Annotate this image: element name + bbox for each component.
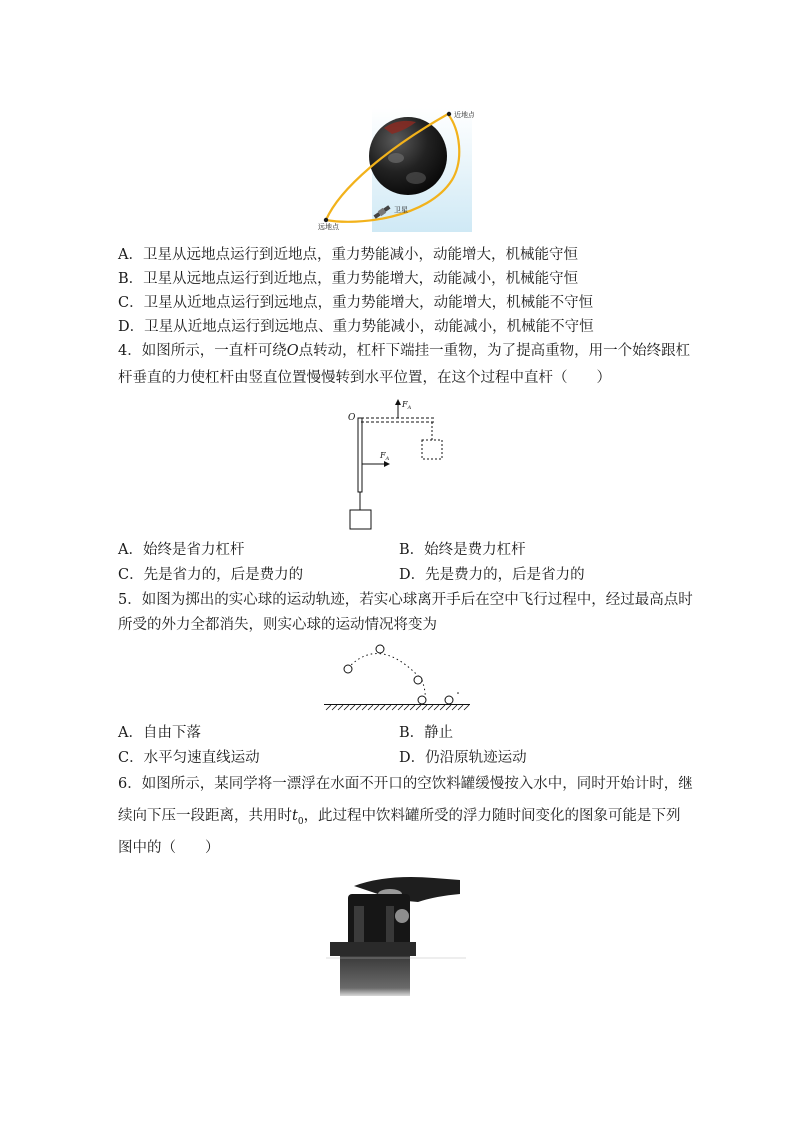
force-label-top: $F_A$ (402, 400, 412, 411)
q3-option-b: B．卫星从远地点运行到近地点，重力势能增大，动能减小，机械能守恒 (118, 271, 579, 287)
q5-stem-line-1: 5．如图为掷出的实心球的运动轨迹，若实心球离开手后在空中飞行过程中，经过最高点时 (118, 592, 693, 608)
ball-4 (418, 696, 426, 704)
q6-stem-line-2 (118, 806, 681, 832)
orbit-diagram (318, 108, 474, 232)
trajectory-dotted (348, 654, 422, 680)
q4-option-c: C．先是省力的，后是费力的 (118, 567, 304, 583)
q3-option-c: C．卫星从近地点运行到远地点，重力势能增大，动能增大，机械能不守恒 (118, 295, 594, 311)
q4-stem-part: 点转动，杠杆下端挂一重物，为了提高重物，用一个始终跟杠 (298, 343, 691, 359)
q3-option-d: D．卫星从近地点运行到远地点、重力势能减小，动能减小，机械能不守恒 (118, 319, 594, 335)
ball-2 (376, 645, 384, 653)
q4-stem-part: 4．如图所示，一直杆可绕 (118, 343, 287, 359)
ball-5 (445, 696, 453, 704)
ball-trajectory-figure (322, 640, 472, 714)
far-point-dot (324, 218, 328, 222)
vertical-rod (358, 418, 362, 492)
ball-1 (344, 665, 352, 673)
q4-option-d: D．先是费力的，后是省力的 (399, 567, 585, 583)
far-point-label: 远地点 (318, 223, 339, 231)
q4-stem-line-2: 杆垂直的力使杠杆由竖直位置慢慢转到水平位置，在这个过程中直杆（ ） (118, 370, 611, 386)
pivot-label: O (348, 413, 356, 423)
water-surface (330, 942, 416, 956)
near-point-label: 近地点 (454, 111, 474, 119)
q5-option-d: D．仍沿原轨迹运动 (399, 750, 527, 766)
q4-stem-o: O (286, 343, 299, 359)
q3-option-a: A．卫星从远地点运行到近地点，重力势能减小，动能增大，机械能守恒 (118, 247, 578, 263)
lever-diagram (344, 394, 454, 532)
satellite-label: 卫星 (394, 206, 408, 214)
ball-3 (414, 676, 422, 684)
satellite-orbit-figure (318, 108, 474, 232)
q4-stem-line-1 (118, 341, 690, 361)
q6-stem-part: 续向下压一段距离，共用时 (118, 808, 292, 824)
can-photo (326, 872, 466, 998)
weight-dashed (422, 440, 442, 459)
q4-option-a: A．始终是省力杠杆 (118, 542, 245, 558)
q5-option-a: A．自由下落 (118, 725, 201, 741)
q5-option-b: B．静止 (399, 725, 454, 741)
q6-time-var: t (292, 808, 298, 824)
q4-option-b: B．始终是费力杠杆 (399, 542, 526, 558)
weight-box (350, 510, 371, 529)
q6-stem-line-3: 图中的（ ） (118, 840, 220, 856)
container (340, 956, 410, 996)
earth (369, 117, 447, 195)
q6-stem-line-1: 6．如图所示，某同学将一漂浮在水面不开口的空饮料罐缓慢按入水中，同时开始计时，继 (118, 776, 693, 792)
near-point-dot (447, 112, 451, 116)
q5-option-c: C．水平匀速直线运动 (118, 750, 260, 766)
ground-hatching (326, 705, 469, 710)
q5-stem-line-2: 所受的外力全都消失，则实心球的运动情况将变为 (118, 617, 437, 633)
force-label-side: $F_A$ (380, 451, 390, 462)
lever-figure (344, 394, 454, 532)
trajectory-diagram (322, 640, 472, 714)
can-in-water-photo (326, 872, 466, 998)
q6-time-sub: 0 (297, 816, 304, 827)
q6-stem-part: ，此过程中饮料罐所受的浮力随时间变化的图象可能是下列 (303, 808, 681, 824)
